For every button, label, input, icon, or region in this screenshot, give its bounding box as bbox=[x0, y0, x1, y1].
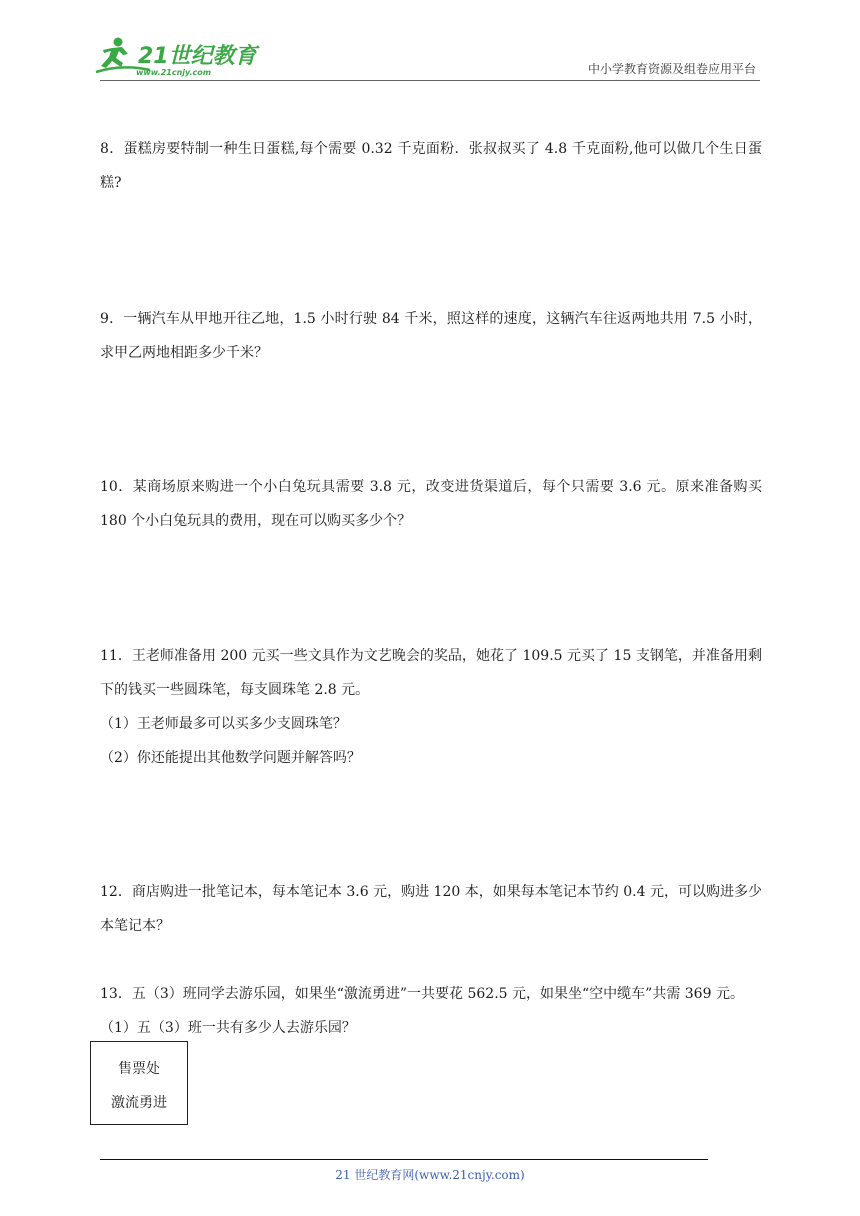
header-divider bbox=[100, 80, 760, 81]
ride-name-label: 激流勇进 bbox=[111, 1095, 167, 1111]
logo-url: www.21cnjy.com bbox=[136, 68, 212, 77]
question-8 bbox=[100, 132, 762, 200]
question-text: 8．蛋糕房要特制一种生日蛋糕,每个需要 0.32 千克面粉．张叔叔买了 4.8 千克面粉,他可以做几个生日蛋糕? bbox=[100, 141, 762, 191]
question-text: 11．王老师准备用 200 元买一些文具作为文艺晚会的奖品，她花了 109.5 元买了 15 支钢笔，并准备用剩下的钱买一些圆珠笔，每支圆珠笔 2.8 元。 bbox=[100, 648, 762, 698]
question-10 bbox=[100, 470, 762, 538]
footer-text: 21 世纪教育网(www.21cnjy.com) bbox=[335, 1168, 525, 1182]
footer-divider bbox=[100, 1159, 708, 1160]
question-13 bbox=[100, 977, 762, 1045]
site-logo bbox=[92, 34, 262, 78]
question-text: 13．五（3）班同学去游乐园，如果坐“激流勇进”一共要花 562.5 元，如果坐“空中缆车”共需 369 元。 bbox=[100, 986, 744, 1002]
question-11 bbox=[100, 639, 762, 775]
logo-text: 21世纪教育 bbox=[138, 44, 257, 69]
sub-question-2: （2）你还能提出其他数学问题并解答吗？ bbox=[100, 750, 361, 766]
question-text: 12．商店购进一批笔记本，每本笔记本 3.6 元，购进 120 本，如果每本笔记本节约 0.4 元，可以购进多少本笔记本？ bbox=[100, 884, 762, 934]
question-text: 10．某商场原来购进一个小白兔玩具需要 3.8 元，改变进货渠道后，每个只需要 3.6 元。原来准备购买 180 个小白兔玩具的费用，现在可以购买多少个？ bbox=[100, 479, 762, 529]
question-text: 9．一辆汽车从甲地开往乙地，1.5 小时行驶 84 千米，照这样的速度，这辆汽车往返两地共用 7.5 小时，求甲乙两地相距多少千米？ bbox=[100, 311, 762, 361]
ticket-office-box bbox=[90, 1041, 188, 1125]
ticket-office-label: 售票处 bbox=[118, 1061, 160, 1077]
question-12 bbox=[100, 875, 762, 943]
sub-question-1: （1）五（3）班一共有多少人去游乐园？ bbox=[100, 1020, 356, 1036]
question-9 bbox=[100, 302, 762, 370]
sub-question-1: （1）王老师最多可以买多少支圆珠笔？ bbox=[100, 716, 347, 732]
platform-name: 中小学教育资源及组卷应用平台 bbox=[587, 62, 756, 76]
